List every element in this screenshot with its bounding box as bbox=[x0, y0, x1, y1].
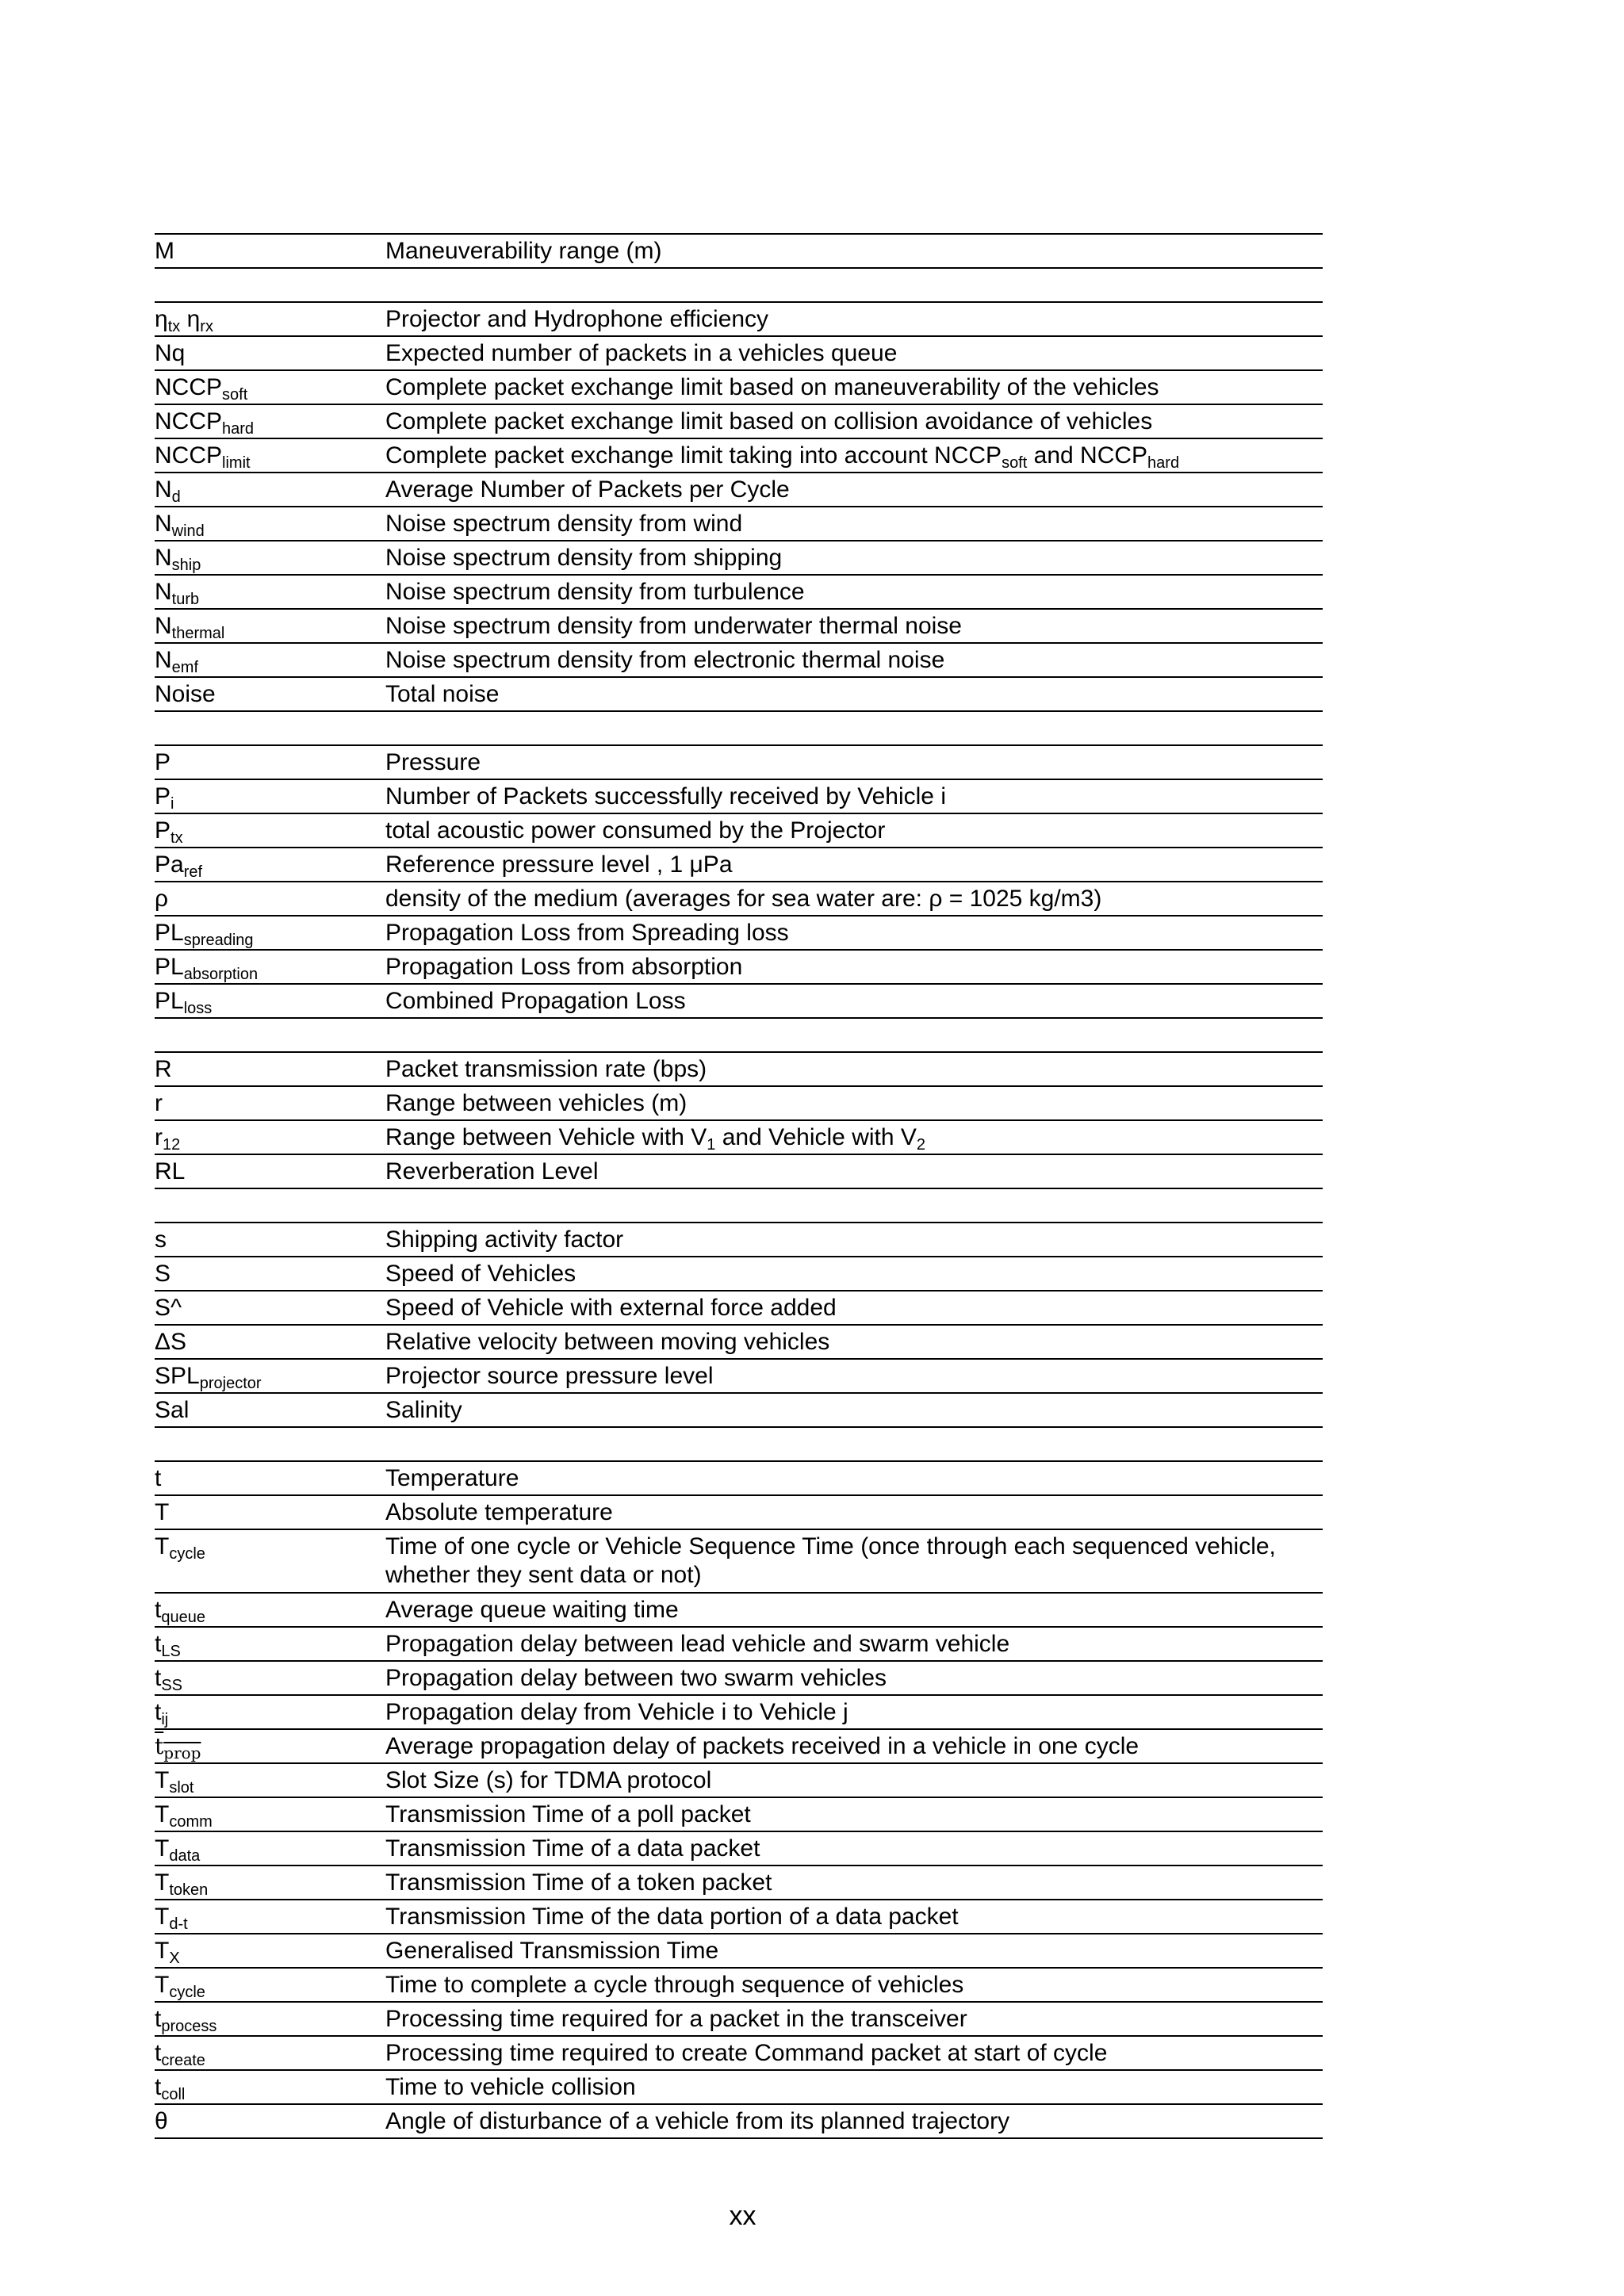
table-spacer-row bbox=[155, 1428, 1323, 1462]
symbol-cell: $PL_{loss}$ bbox=[155, 987, 213, 1017]
definition-cell: Noise spectrum density from electronic thermal noise bbox=[385, 646, 945, 673]
symbol-cell: θ bbox=[155, 2107, 168, 2134]
table-row bbox=[155, 1730, 1323, 1764]
symbol-cell: $N_{turb}$ bbox=[155, 578, 200, 608]
definition-cell: Range between vehicles (m) bbox=[385, 1089, 688, 1116]
table-row bbox=[155, 1832, 1323, 1866]
symbol-cell: $T_{cycle}$ bbox=[155, 1533, 205, 1563]
definition-cell: Average queue waiting time bbox=[385, 1596, 679, 1623]
table-row bbox=[155, 507, 1323, 541]
definition-cell: Propagation delay between two swarm vehicles bbox=[385, 1664, 887, 1691]
table-row bbox=[155, 814, 1323, 848]
symbol-cell: $N_{wind}$ bbox=[155, 510, 205, 540]
definition-cell: Shipping activity factor bbox=[385, 1226, 624, 1253]
symbol-cell: $PL_{spreading}$ bbox=[155, 919, 254, 949]
definition-cell: Temperature bbox=[385, 1464, 519, 1491]
definition-cell: Slot Size (s) for TDMA protocol bbox=[385, 1766, 712, 1793]
definition-cell: Processing time required to create Command packet at start of cycle bbox=[385, 2039, 1108, 2066]
table-row bbox=[155, 1662, 1323, 1696]
nomenclature-table bbox=[155, 233, 1323, 2139]
definition-cell: Complete packet exchange limit based on maneuverability of the vehicles bbox=[385, 373, 1159, 400]
symbol-cell: T bbox=[155, 1498, 170, 1525]
symbol-cell: $T_{slot}$ bbox=[155, 1766, 194, 1797]
definition-cell: Projector source pressure level bbox=[385, 1362, 714, 1389]
table-row bbox=[155, 1121, 1323, 1155]
table-row bbox=[155, 303, 1323, 337]
table-row bbox=[155, 337, 1323, 371]
table-row bbox=[155, 610, 1323, 644]
definition-cell: Total noise bbox=[385, 680, 500, 707]
table-row bbox=[155, 371, 1323, 405]
table-row bbox=[155, 1360, 1323, 1394]
symbol-cell: $NCCP_{hard}$ bbox=[155, 408, 255, 438]
table-row bbox=[155, 1394, 1323, 1428]
symbol-cell: $T_{d-t}$ bbox=[155, 1903, 188, 1933]
table-row bbox=[155, 1594, 1323, 1628]
definition-cell: Generalised Transmission Time bbox=[385, 1937, 719, 1964]
table-row bbox=[155, 644, 1323, 678]
table-row bbox=[155, 576, 1323, 610]
table-row bbox=[155, 2003, 1323, 2037]
table-row bbox=[155, 1462, 1323, 1496]
symbol-cell: $t_{LS}$ bbox=[155, 1630, 181, 1660]
symbol-cell: M bbox=[155, 237, 174, 264]
symbol-cell: $T_X$ bbox=[155, 1937, 180, 1967]
table-row bbox=[155, 2105, 1323, 2139]
definition-cell: total acoustic power consumed by the Projector bbox=[385, 817, 886, 844]
table-row bbox=[155, 439, 1323, 473]
table-row bbox=[155, 678, 1323, 712]
definition-cell: Transmission Time of a poll packet bbox=[385, 1800, 751, 1827]
table-row bbox=[155, 1969, 1323, 2003]
definition-cell: Noise spectrum density from wind bbox=[385, 510, 743, 537]
symbol-cell: $t_{process}$ bbox=[155, 2005, 217, 2035]
table-row bbox=[155, 1292, 1323, 1326]
definition-cell: Propagation delay from Vehicle i to Vehicle j bbox=[385, 1698, 848, 1725]
symbol-cell: $t_{prop}$ bbox=[155, 1732, 201, 1762]
definition-cell: density of the medium (averages for sea water are: ρ = 1025 kg/m3) bbox=[385, 885, 1102, 912]
table-row bbox=[155, 1087, 1323, 1121]
symbol-cell: $PL_{absorption}$ bbox=[155, 953, 259, 983]
symbol-cell: S^ bbox=[155, 1294, 182, 1321]
table-row bbox=[155, 848, 1323, 882]
table-row bbox=[155, 2037, 1323, 2071]
symbol-cell: R bbox=[155, 1055, 172, 1082]
symbol-cell: $T_{token}$ bbox=[155, 1869, 209, 1899]
definition-cell: Time to vehicle collision bbox=[385, 2073, 636, 2100]
table-row bbox=[155, 541, 1323, 576]
definition-cell: Range between Vehicle with $V_1$ and Vehicle with $V_2$ bbox=[385, 1123, 926, 1154]
table-row bbox=[155, 1053, 1323, 1087]
definition-cell: Complete packet exchange limit taking into account $NCCP_{soft}$ and $NCCP_{hard}$ bbox=[385, 442, 1180, 472]
symbol-cell: $N_{thermal}$ bbox=[155, 612, 225, 642]
symbol-cell: RL bbox=[155, 1158, 186, 1184]
symbol-cell: $t_{SS}$ bbox=[155, 1664, 183, 1694]
definition-cell: Transmission Time of a token packet bbox=[385, 1869, 772, 1896]
symbol-cell: $t_{create}$ bbox=[155, 2039, 205, 2069]
table-row bbox=[155, 1326, 1323, 1360]
symbol-cell: $t_{ij}$ bbox=[155, 1698, 169, 1728]
symbol-cell: $SPL_{projector}$ bbox=[155, 1362, 262, 1392]
symbol-cell: $T_{data}$ bbox=[155, 1835, 201, 1865]
table-row bbox=[155, 1764, 1323, 1798]
definition-cell: Transmission Time of the data portion of a data packet bbox=[385, 1903, 959, 1930]
table-row bbox=[155, 882, 1323, 916]
symbol-cell: $r_{12}$ bbox=[155, 1123, 181, 1154]
definition-cell: Maneuverability range (m) bbox=[385, 237, 662, 264]
symbol-cell: $T_{comm}$ bbox=[155, 1800, 213, 1831]
symbol-cell: S bbox=[155, 1260, 171, 1287]
definition-cell: Propagation Loss from Spreading loss bbox=[385, 919, 789, 946]
symbol-cell: Sal bbox=[155, 1396, 190, 1423]
symbol-cell: t bbox=[155, 1464, 162, 1491]
symbol-cell: $NCCP_{limit}$ bbox=[155, 442, 251, 472]
definition-cell: Time to complete a cycle through sequence of vehicles bbox=[385, 1971, 964, 1998]
definition-cell: Reference pressure level , 1 μPa bbox=[385, 851, 733, 878]
symbol-cell: ρ bbox=[155, 885, 169, 912]
definition-cell: Propagation delay between lead vehicle and swarm vehicle bbox=[385, 1630, 1010, 1657]
table-row bbox=[155, 1866, 1323, 1900]
table-row bbox=[155, 1900, 1323, 1934]
table-row bbox=[155, 1934, 1323, 1969]
symbol-cell: $P_{tx}$ bbox=[155, 817, 183, 847]
table-spacer-row bbox=[155, 269, 1323, 303]
symbol-cell: $N_{ship}$ bbox=[155, 544, 201, 574]
symbol-cell: s bbox=[155, 1226, 167, 1253]
symbol-cell: $N_d$ bbox=[155, 476, 181, 506]
definition-cell: Pressure bbox=[385, 748, 481, 775]
table-row bbox=[155, 1628, 1323, 1662]
definition-cell: Reverberation Level bbox=[385, 1158, 599, 1184]
definition-cell: Transmission Time of a data packet bbox=[385, 1835, 760, 1862]
symbol-cell: ΔS bbox=[155, 1328, 187, 1355]
symbol-cell: Nq bbox=[155, 339, 186, 366]
page-number: xx bbox=[729, 2201, 756, 2231]
table-spacer-row bbox=[155, 712, 1323, 746]
definition-cell: Time of one cycle or Vehicle Sequence Time (once through each sequenced vehicle, whether they sent data or not) bbox=[385, 1533, 1276, 1588]
definition-cell: Angle of disturbance of a vehicle from its planned trajectory bbox=[385, 2107, 1010, 2134]
definition-cell: Propagation Loss from absorption bbox=[385, 953, 743, 980]
definition-cell: Complete packet exchange limit based on collision avoidance of vehicles bbox=[385, 408, 1153, 434]
symbol-cell: $NCCP_{soft}$ bbox=[155, 373, 248, 404]
symbol-cell: $Pa_{ref}$ bbox=[155, 851, 203, 881]
table-row bbox=[155, 1155, 1323, 1189]
table-row bbox=[155, 985, 1323, 1019]
table-spacer-row bbox=[155, 1189, 1323, 1223]
definition-cell: Processing time required for a packet in the transceiver bbox=[385, 2005, 967, 2032]
definition-cell: Speed of Vehicle with external force added bbox=[385, 1294, 837, 1321]
table-row bbox=[155, 1530, 1323, 1594]
table-row bbox=[155, 405, 1323, 439]
symbol-cell: $t_{coll}$ bbox=[155, 2073, 186, 2103]
symbol-cell: P bbox=[155, 748, 171, 775]
definition-cell: Average Number of Packets per Cycle bbox=[385, 476, 790, 503]
definition-cell: Noise spectrum density from turbulence bbox=[385, 578, 805, 605]
definition-cell: Expected number of packets in a vehicles queue bbox=[385, 339, 898, 366]
table-row bbox=[155, 1496, 1323, 1530]
symbol-cell: $T_{cycle}$ bbox=[155, 1971, 205, 2001]
table-row bbox=[155, 2071, 1323, 2105]
definition-cell: Absolute temperature bbox=[385, 1498, 613, 1525]
table-row bbox=[155, 951, 1323, 985]
table-row bbox=[155, 746, 1323, 780]
definition-cell: Combined Propagation Loss bbox=[385, 987, 686, 1014]
definition-cell: Packet transmission rate (bps) bbox=[385, 1055, 707, 1082]
symbol-cell: $\eta_{tx}$ $\eta_{rx}$ bbox=[155, 305, 213, 335]
table-spacer-row bbox=[155, 1019, 1323, 1053]
symbol-cell: r bbox=[155, 1089, 163, 1116]
symbol-cell: $t_{queue}$ bbox=[155, 1596, 205, 1626]
table-row bbox=[155, 1257, 1323, 1292]
symbol-cell: $N_{emf}$ bbox=[155, 646, 199, 676]
table-row bbox=[155, 1696, 1323, 1730]
definition-cell: Noise spectrum density from shipping bbox=[385, 544, 783, 571]
symbol-cell: Noise bbox=[155, 680, 216, 707]
table-row bbox=[155, 235, 1323, 269]
table-row bbox=[155, 473, 1323, 507]
definition-cell: Relative velocity between moving vehicles bbox=[385, 1328, 830, 1355]
table-row bbox=[155, 780, 1323, 814]
definition-cell: Speed of Vehicles bbox=[385, 1260, 576, 1287]
symbol-cell: $P_i$ bbox=[155, 783, 174, 813]
table-row bbox=[155, 916, 1323, 951]
definition-cell: Average propagation delay of packets received in a vehicle in one cycle bbox=[385, 1732, 1139, 1759]
table-row bbox=[155, 1798, 1323, 1832]
table-row bbox=[155, 1223, 1323, 1257]
definition-cell: Noise spectrum density from underwater thermal noise bbox=[385, 612, 962, 639]
definition-cell: Salinity bbox=[385, 1396, 462, 1423]
definition-cell: Projector and Hydrophone efficiency bbox=[385, 305, 769, 332]
definition-cell: Number of Packets successfully received by Vehicle i bbox=[385, 783, 946, 809]
